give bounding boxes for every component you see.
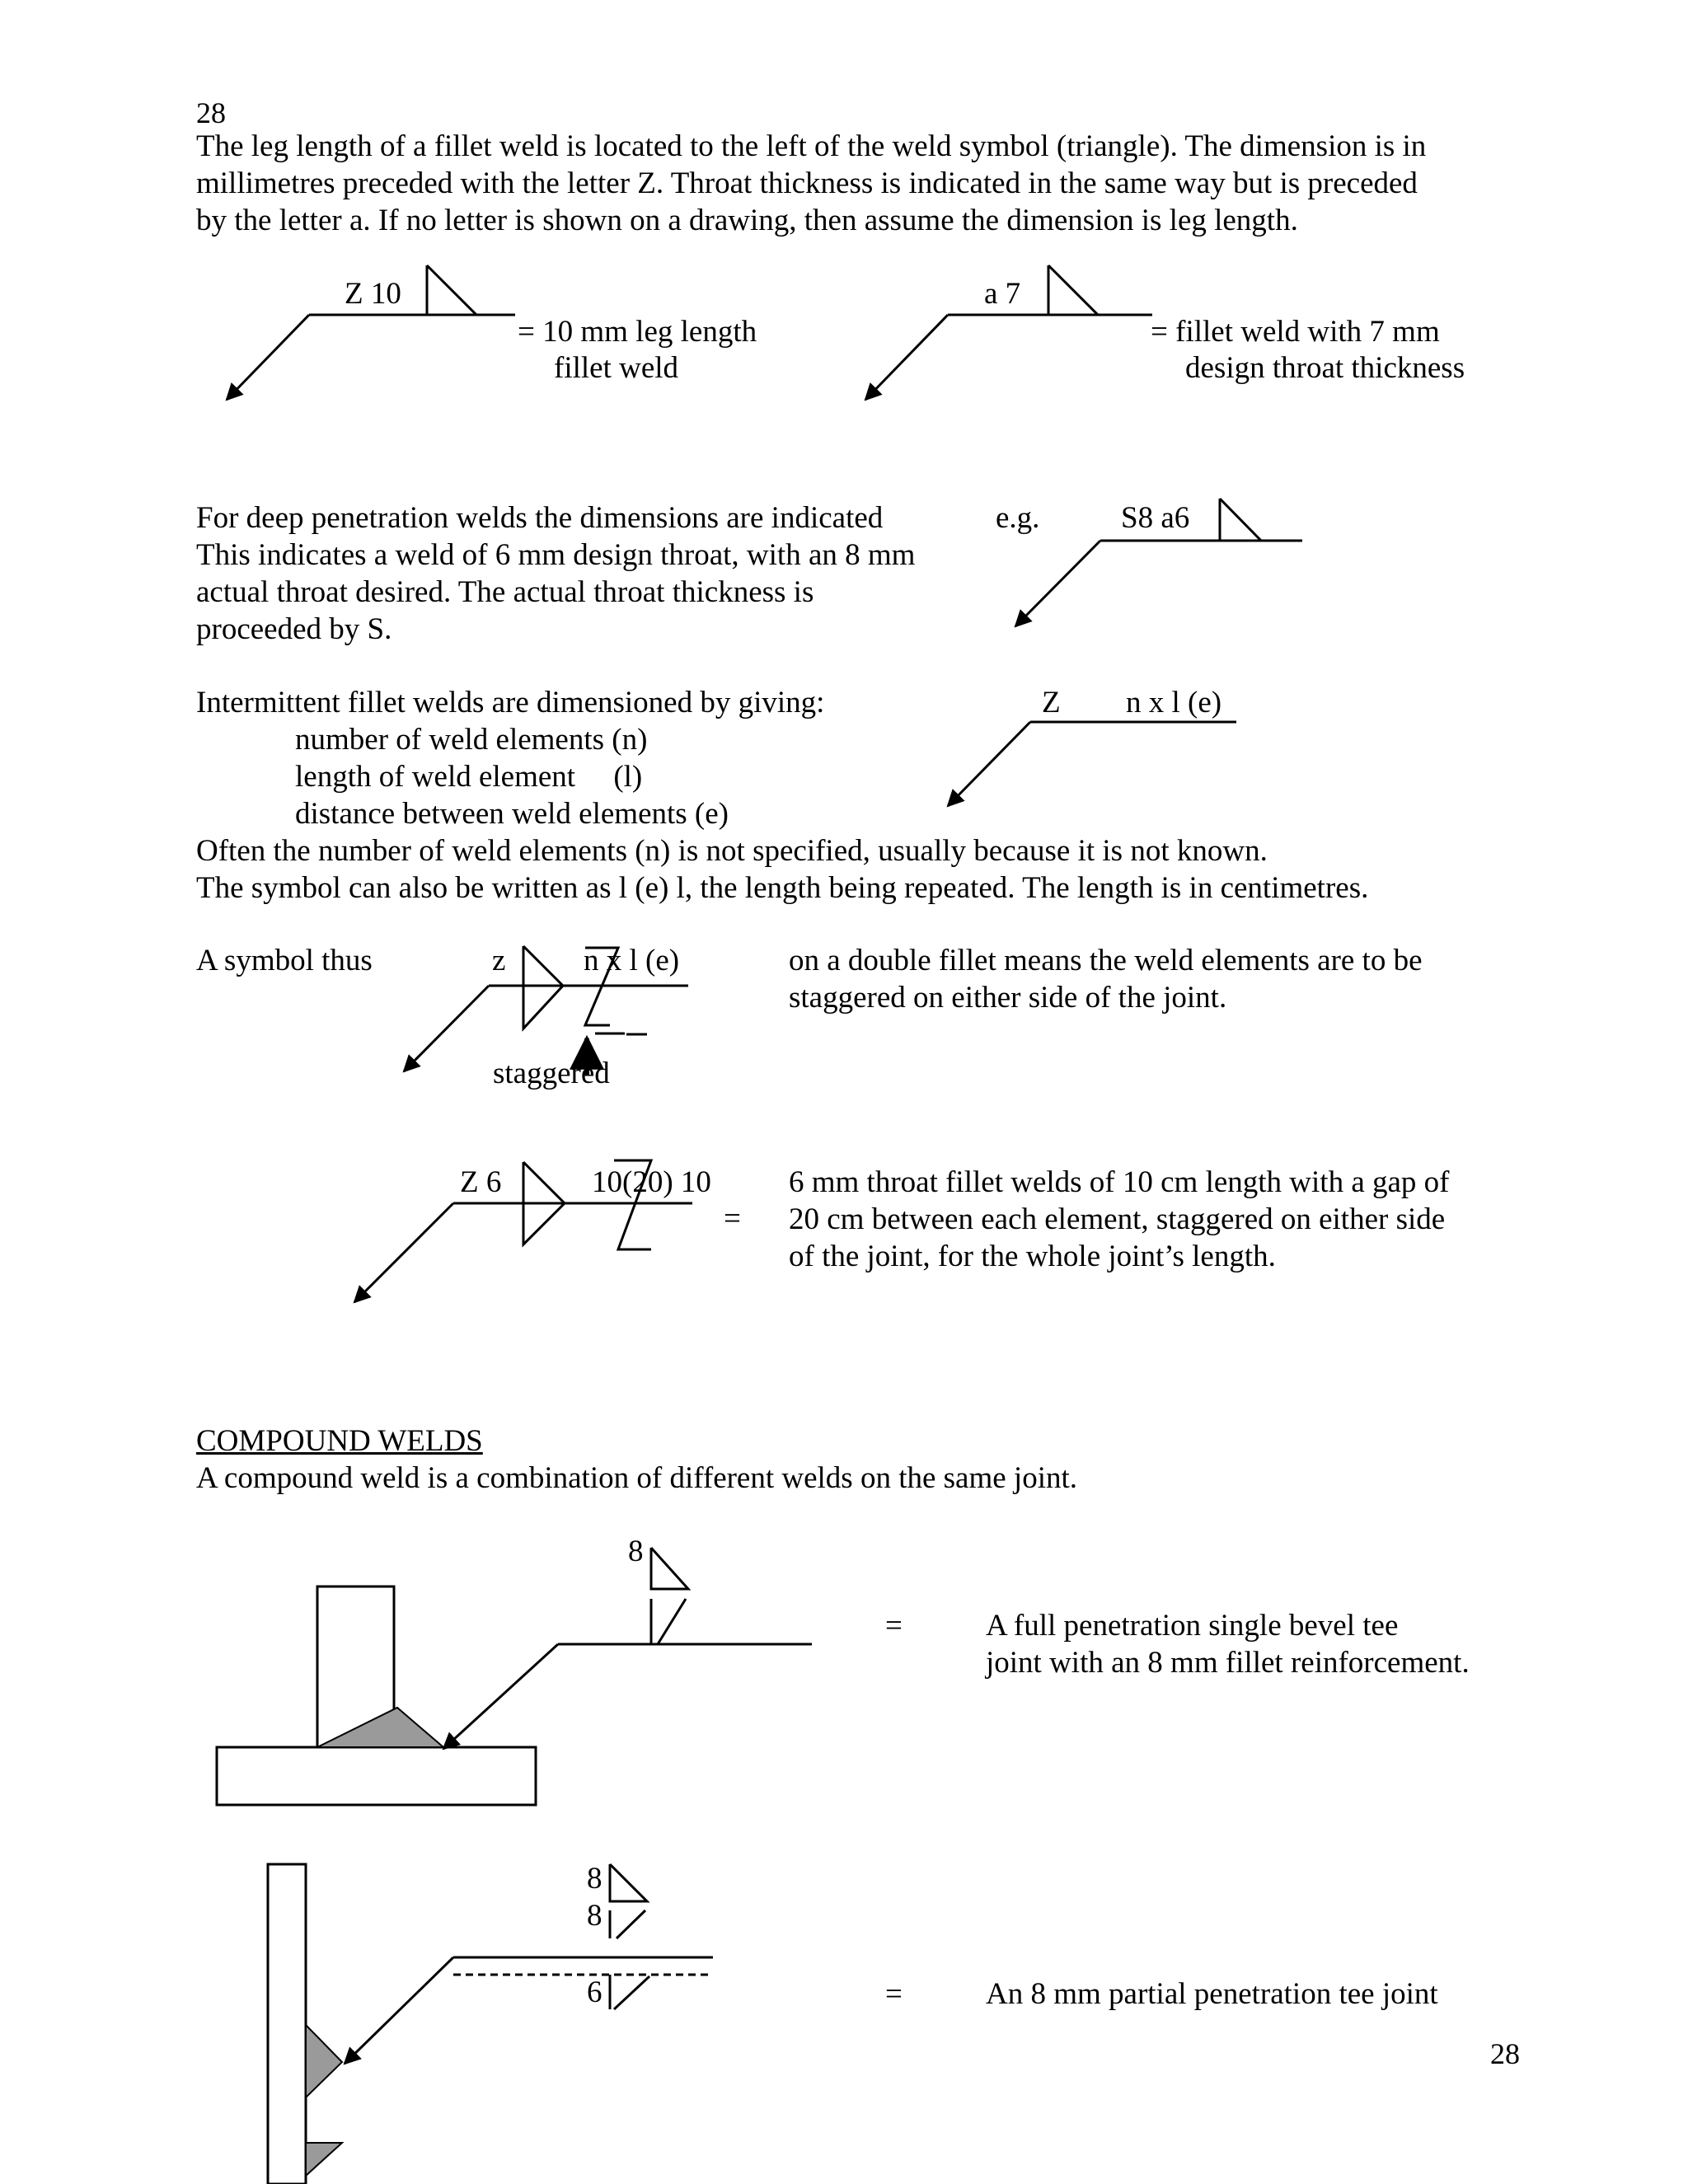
intermittent-note-2: The symbol can also be written as l (e) l, the length being repeated. The length is in centimetres.	[196, 871, 1369, 905]
example3-desc-3: of the joint, for the whole joint’s length.	[789, 1240, 1276, 1273]
staggered-z: z	[492, 944, 506, 977]
example1-desc-2: fillet weld	[554, 351, 679, 385]
staggered-dim: n x l (e)	[584, 944, 680, 977]
example1-symbol: Z 10	[345, 277, 401, 311]
example3-equals: =	[724, 1202, 741, 1235]
example3-weld-symbol	[354, 1160, 692, 1302]
page-number-bottom: 28	[1490, 2037, 1520, 2070]
example2-symbol: a 7	[984, 277, 1021, 311]
fig1-desc-2: joint with an 8 mm fillet reinforcement.	[986, 1646, 1470, 1680]
example2-desc-1: = fillet weld with 7 mm	[1151, 315, 1440, 349]
fig2-dim-2: 8	[587, 1899, 603, 1933]
staggered-desc-1: on a double fillet means the weld elements are to be	[789, 944, 1423, 977]
deep-weld-symbol	[1015, 499, 1302, 626]
staggered-desc-2: staggered on either side of the joint.	[789, 981, 1227, 1015]
example1-desc-1: = 10 mm leg length	[518, 315, 757, 349]
example2-desc-2: design throat thickness	[1185, 351, 1465, 385]
staggered-weld-symbol	[404, 946, 688, 1076]
deep-eg: e.g.	[996, 501, 1040, 535]
intermittent-item-1: number of weld elements (n)	[295, 723, 648, 757]
example1-weld-symbol	[227, 265, 515, 400]
fig1-desc-1: A full penetration single bevel tee	[986, 1609, 1399, 1643]
fig2-dim-1: 8	[587, 1862, 603, 1896]
example2-weld-symbol	[865, 265, 1152, 400]
intermittent-item-3: distance between weld elements (e)	[295, 797, 729, 831]
example3-right: 10(20) 10	[592, 1165, 711, 1199]
intermittent-note-1: Often the number of weld elements (n) is not specified, usually because it is not known.	[196, 834, 1268, 868]
intro-line-1: The leg length of a fillet weld is located to the left of the weld symbol (triangle). The dimension is in	[196, 129, 1427, 163]
compound-fig2	[268, 1864, 713, 2184]
intermittent-symbol-dim: n x l (e)	[1126, 686, 1222, 719]
deep-symbol: S8 a6	[1121, 501, 1190, 535]
fig2-desc: An 8 mm partial penetration tee joint	[986, 1977, 1438, 2011]
fig1-equals: =	[885, 1609, 903, 1643]
intermittent-item-2: length of weld element (l)	[295, 760, 643, 794]
fig2-dim-3: 6	[587, 1975, 603, 2009]
example3-left: Z 6	[460, 1165, 502, 1199]
intro-line-2: millimetres preceded with the letter Z. Throat thickness is indicated in the same way but is preceded	[196, 166, 1418, 200]
page-number-top: 28	[196, 96, 226, 129]
intermittent-weld-symbol	[948, 722, 1236, 806]
deep-line-1: For deep penetration welds the dimensions are indicated	[196, 501, 884, 535]
example3-desc-2: 20 cm between each element, staggered on either side	[789, 1202, 1446, 1236]
intro-line-3: by the letter a. If no letter is shown on a drawing, then assume the dimension is leg length.	[196, 204, 1298, 237]
compound-heading: COMPOUND WELDS	[196, 1424, 483, 1458]
compound-text: A compound weld is a combination of different welds on the same joint.	[196, 1461, 1078, 1495]
deep-line-4: proceeded by S.	[196, 612, 392, 646]
fig2-equals: =	[885, 1977, 903, 2011]
staggered-label: A symbol thus	[196, 944, 373, 977]
compound-fig1	[217, 1548, 812, 1805]
staggered-caption: staggered	[493, 1057, 610, 1090]
fig1-dim: 8	[628, 1535, 644, 1568]
intermittent-heading: Intermittent fillet welds are dimensioned by giving:	[196, 686, 825, 719]
deep-line-2: This indicates a weld of 6 mm design throat, with an 8 mm	[196, 538, 916, 572]
example3-desc-1: 6 mm throat fillet welds of 10 cm length with a gap of	[789, 1165, 1450, 1199]
intermittent-symbol-z: Z	[1042, 686, 1061, 719]
deep-line-3: actual throat desired. The actual throat thickness is	[196, 575, 814, 609]
